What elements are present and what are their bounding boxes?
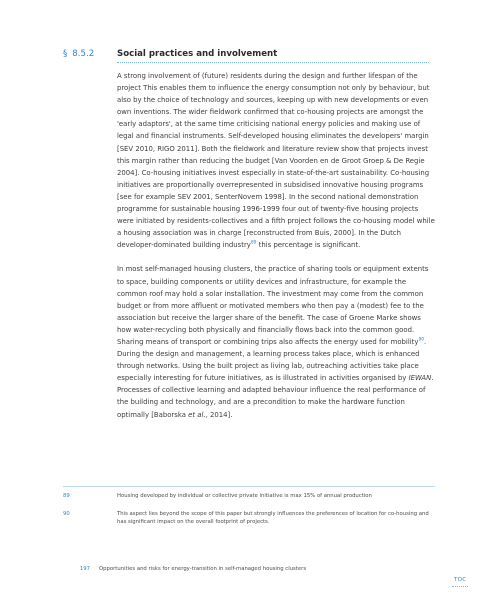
section-symbol: § [63,49,68,59]
paragraph-2-mid2: . Processes of collective learning and adapted behaviour influence the real performance of the building and technology, and are a precondition to make the hardware function optimally [Baborska [117,374,434,419]
page-footer [63,566,363,572]
paragraph-2-end: , 2014]. [205,410,233,419]
section-number [63,49,117,59]
footnote-text: Housing developed by individual or collective private initiative is max 15% of annual production [117,493,372,499]
paragraph-1-tail: this percentage is significant. [256,241,361,250]
paragraph-1-text: A strong involvement of (future) residents during the design and further lifespan of the project This enables them to influence the energy consumption not only by behaviour, but also by the choice of technology and sources, keeping up with new developments or even own inventions. The wider fieldwork confirmed that co-housing projects are amongst the 'early adaptors', at the same time criticising national energy policies and making use of legal and financial instruments. Self-developed housing eliminates the developers' margin [SEV 2010, RIGO 2011]. Both the fieldwork and literature review show that projects invest this margin rather than reducing the budget [Van Voorden en de Groot Groep & De Regie 2004]. Co-housing initiatives invest especially in state-of-the-art sustainability. Co-housing initiatives are proportionally overrepresented in subsidised innovative housing programs [see for example SEV 2001, SenterNovem 1998]. In the second national demonstration programme for sustainable housing 1996-1999 four out of twenty-five housing projects were initiated by residents-collectives and a fifth project follows the co-housing model while a housing association was in charge [reconstructed from Buis, 2000]. In the Dutch developer-dominated building industry [117,72,435,250]
footnote-number[interactable]: 89 [63,493,70,499]
paragraph-2 [117,263,435,420]
toc-underline [452,586,468,587]
footnote-ref-89[interactable]: 89 [250,241,257,247]
emphasis-iewan: IEWAN [408,374,432,383]
section-title: Social practices and involvement [117,49,278,59]
footnote-ref-90[interactable]: 90 [418,337,425,343]
emphasis-et-al: et al. [188,410,206,419]
heading-divider [117,62,429,63]
running-title: Opportunities and risks for energy-transition in self-managed housing clusters [99,566,307,572]
footnote-89 [63,492,435,500]
toc-link[interactable]: TOC [454,577,467,583]
footnote-text: This aspect lies beyond the scope of this paper but strongly influences the preferences of location for co-housing and has significant impact on the overall footprint of projects. [117,511,429,526]
footnote-number[interactable]: 90 [63,511,70,517]
section-heading [63,49,277,59]
paragraph-1 [117,70,435,251]
paragraph-2-mid: . During the design and management, a learning process takes place, which is enhanced through networks. Using the built project as living lab, outreaching activities take place especially interesting for future initiatives, as is illustrated in activities organised by [117,337,427,383]
paragraph-2-text: In most self-managed housing clusters, the practice of sharing tools or equipment extents to space, building components or utility devices and infrastructure, for example the common roof may hold a solar installation. The investment may come from the common budget or from more affluent or motivated members who then pay a (modest) fee to the association but receive the larger share of the benefit. The case of Groene Marke shows how water-recycling both physically and financially flows back into the common good. Sharing means of transport or combining trips also affects the energy used for mobility [117,265,429,346]
page-number: 197 [79,566,90,572]
section-number-value: 8.5.2 [72,49,95,59]
footnote-divider [63,486,435,487]
footnote-90 [63,510,435,527]
body-text [117,70,435,421]
